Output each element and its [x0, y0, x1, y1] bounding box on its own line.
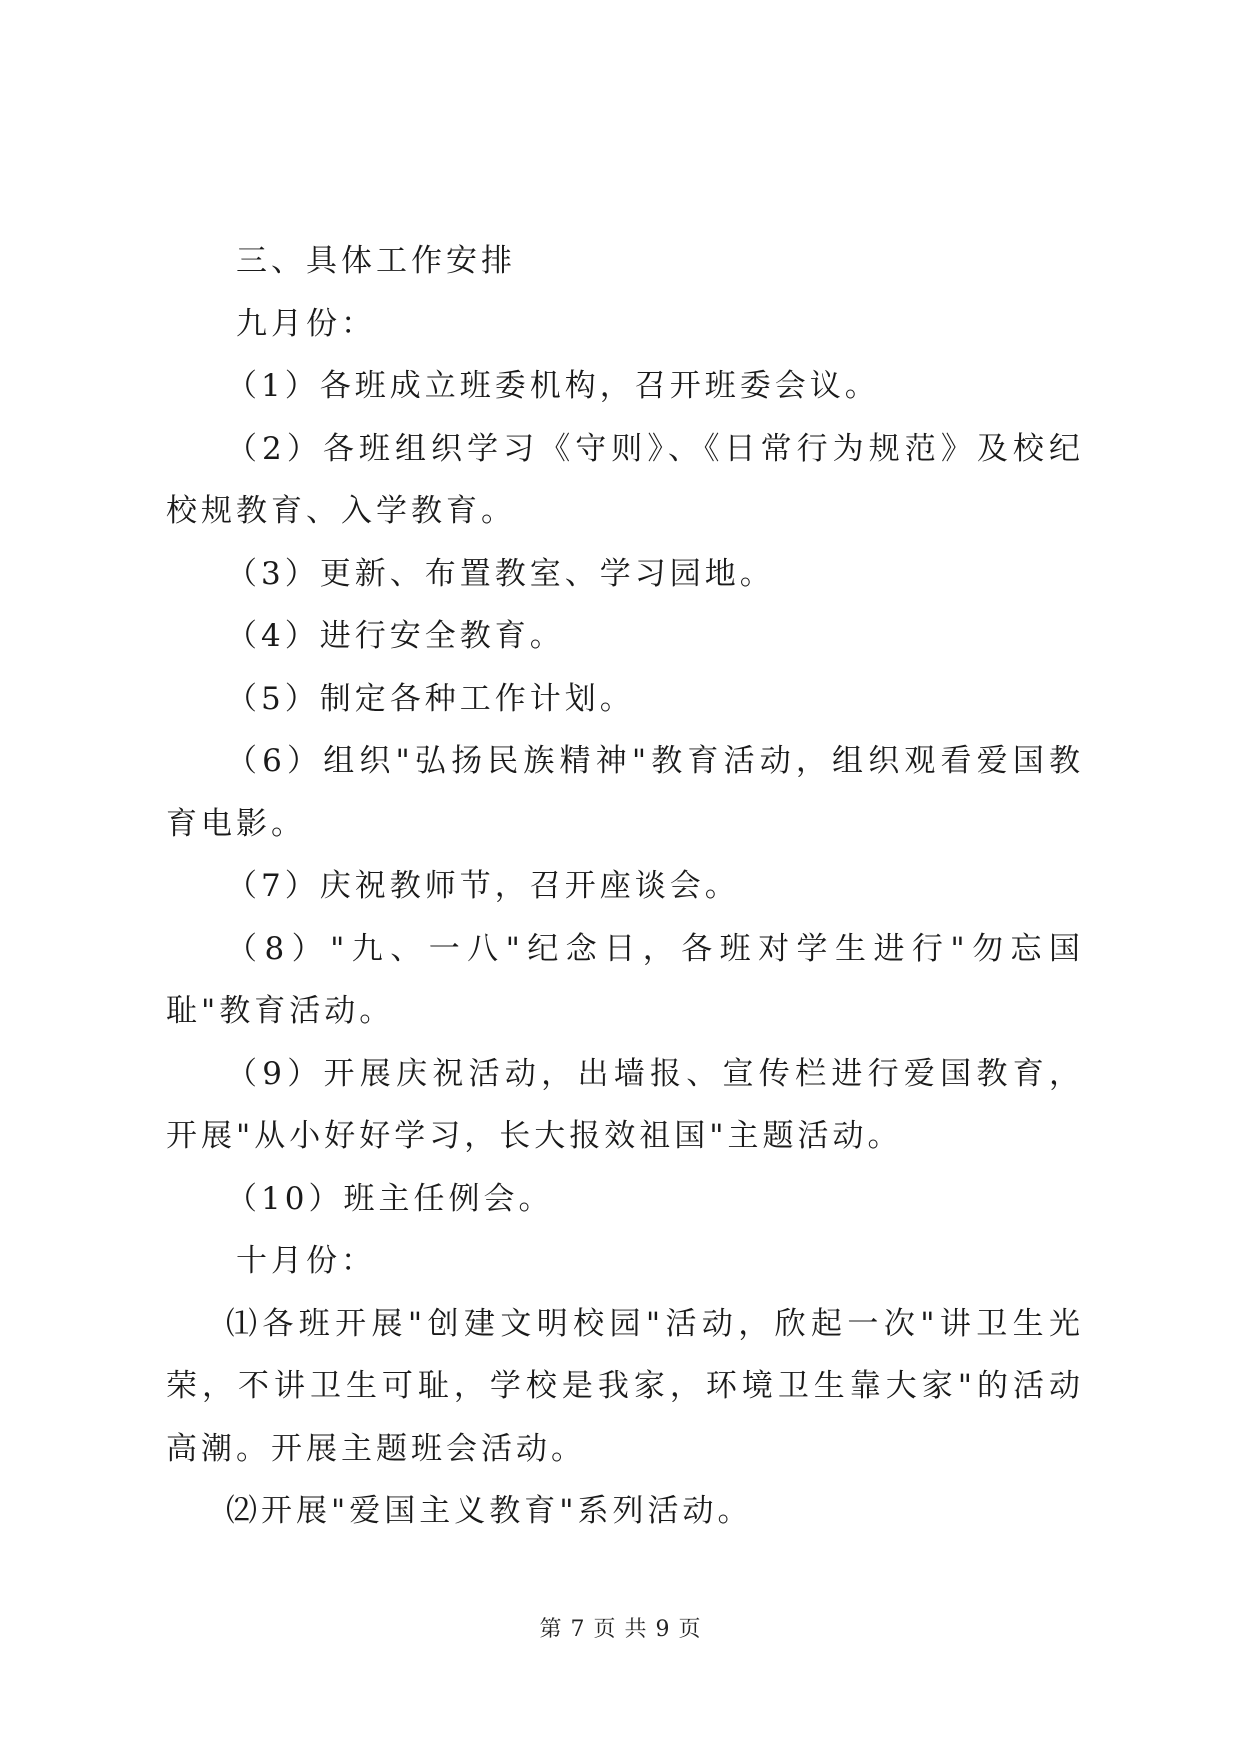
page-number-footer: 第 7 页 共 9 页 — [539, 1617, 702, 1642]
september-item-2: （2）各班组织学习《守则》、《日常行为规范》及校纪校规教育、入学教育。 — [166, 430, 1084, 529]
document-body — [166, 230, 1084, 1543]
september-item-5: （5）制定各种工作计划。 — [226, 680, 635, 717]
october-item-2: ⑵开展"爱国主义教育"系列活动。 — [226, 1493, 753, 1529]
september-item-7: （7）庆祝教师节，召开座谈会。 — [226, 868, 740, 904]
month-label-september: 九月份： — [236, 305, 376, 342]
september-item-4: （4）进行安全教育。 — [226, 618, 565, 654]
september-item-8: （8）"九、一八"纪念日，各班对学生进行"勿忘国耻"教育活动。 — [166, 930, 1084, 1029]
month-label-october: 十月份： — [236, 1243, 376, 1279]
september-item-6: （6）组织"弘扬民族精神"教育活动，组织观看爱国教育电影。 — [166, 743, 1084, 842]
september-item-3: （3）更新、布置教室、学习园地。 — [226, 555, 775, 592]
section-heading: 三、具体工作安排 — [236, 243, 516, 279]
october-item-1: ⑴各班开展"创建文明校园"活动，欣起一次"讲卫生光荣，不讲卫生可耻，学校是我家，环境卫生靠大家"的活动高潮。开展主题班会活动。 — [166, 1305, 1084, 1467]
september-item-10: （10）班主任例会。 — [226, 1180, 554, 1217]
september-item-1: （1）各班成立班委机构，召开班委会议。 — [226, 368, 880, 404]
september-item-9: （9）开展庆祝活动，出墙报、宣传栏进行爱国教育，开展"从小好好学习，长大报效祖国"主题活动。 — [166, 1055, 1084, 1154]
